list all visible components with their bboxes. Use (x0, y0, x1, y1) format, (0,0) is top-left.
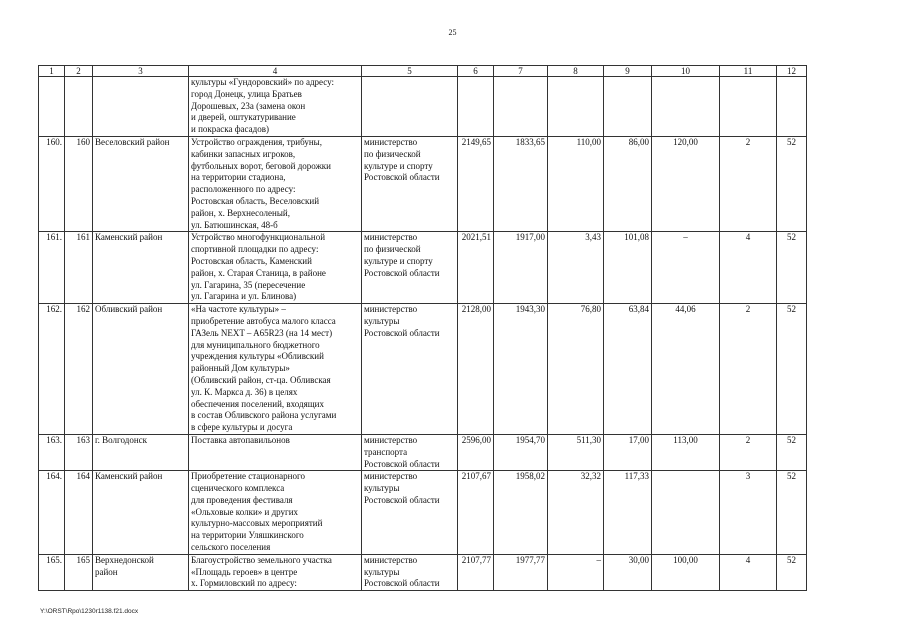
page-number: 25 (448, 28, 457, 37)
table-cell: 160. (39, 136, 65, 231)
table-cell: Поставка автопавильонов (189, 434, 362, 470)
table-row (39, 554, 807, 590)
table-cell: 52 (777, 434, 807, 470)
table-cell (93, 77, 189, 137)
column-header: 5 (362, 66, 458, 77)
table-cell: 165 (65, 554, 93, 590)
table-cell: Приобретение стационарного сценического комплекса для проведения фестиваля «Ольховые колки» и других культурно-массовых мероприятий на территории Уляшкинского сельского поселения (189, 471, 362, 555)
column-header: 4 (189, 66, 362, 77)
table-cell (65, 77, 93, 137)
table-cell: 3 (720, 471, 777, 555)
table-cell: 163. (39, 434, 65, 470)
table-cell: г. Волгодонск (93, 434, 189, 470)
header-row (39, 66, 807, 77)
column-header: 8 (548, 66, 604, 77)
table-cell: министерство транспорта Ростовской области (362, 434, 458, 470)
table-cell: 76,80 (548, 304, 604, 435)
table-cell: 110,00 (548, 136, 604, 231)
table-cell: 2 (720, 136, 777, 231)
continuation-row (39, 77, 807, 137)
table-cell (458, 77, 494, 137)
table-cell (652, 471, 720, 555)
document-table (38, 65, 807, 591)
table-cell (39, 77, 65, 137)
column-header: 2 (65, 66, 93, 77)
table-cell: министерство по физической культуре и спорту Ростовской области (362, 136, 458, 231)
table-cell: Каменский район (93, 232, 189, 304)
table-cell: 161. (39, 232, 65, 304)
table-cell (720, 77, 777, 137)
table-cell: 164. (39, 471, 65, 555)
table-cell: 160 (65, 136, 93, 231)
table-cell (604, 77, 652, 137)
column-header: 7 (494, 66, 548, 77)
file-path-footer: Y:\ORST\Rpo\1230r1138.f21.docx (40, 608, 139, 615)
table-cell: Устройство многофункциональной спортивной площадки по адресу: Ростовская область, Каменский район, х. Старая Станица, в районе ул. Гагарина, 35 (пересечение ул. Гагарина и ул. Блинова) (189, 232, 362, 304)
table-cell: 2596,00 (458, 434, 494, 470)
table-cell: культуры «Гундоровский» по адресу: город Донецк, улица Братьев Дорошевых, 23а (замена окон и дверей, оштукатуривание и покраска фасадов) (189, 77, 362, 137)
table-cell: 2128,00 (458, 304, 494, 435)
table-cell: министерство культуры Ростовской области (362, 471, 458, 555)
table-cell: 100,00 (652, 554, 720, 590)
table-cell: 63,84 (604, 304, 652, 435)
table-cell: 164 (65, 471, 93, 555)
table-cell: 1943,30 (494, 304, 548, 435)
table-cell: 2107,77 (458, 554, 494, 590)
table-cell: 32,32 (548, 471, 604, 555)
table-cell: 162. (39, 304, 65, 435)
table-cell: 86,00 (604, 136, 652, 231)
table-cell: 52 (777, 232, 807, 304)
table-row (39, 304, 807, 435)
table-cell: 511,30 (548, 434, 604, 470)
table-cell (777, 77, 807, 137)
table-cell: 1977,77 (494, 554, 548, 590)
table-cell: 165. (39, 554, 65, 590)
table-row (39, 434, 807, 470)
table-cell: 2107,67 (458, 471, 494, 555)
table-cell: Верхнедонской район (93, 554, 189, 590)
table-cell: 44,06 (652, 304, 720, 435)
table-cell: 2021,51 (458, 232, 494, 304)
table-cell: 1958,02 (494, 471, 548, 555)
table-cell: 101,08 (604, 232, 652, 304)
table-cell: – (652, 232, 720, 304)
table-cell: 113,00 (652, 434, 720, 470)
column-header: 10 (652, 66, 720, 77)
table-cell: министерство культуры Ростовской области (362, 304, 458, 435)
table-cell: 120,00 (652, 136, 720, 231)
table-cell: Каменский район (93, 471, 189, 555)
table-cell: 161 (65, 232, 93, 304)
table-cell: министерство по физической культуре и спорту Ростовской области (362, 232, 458, 304)
table-cell: «На частоте культуры» – приобретение автобуса малого класса ГАЗель NEXT – A65R23 (на 14 мест) для муниципального бюджетного учреждения культуры «Обливский районный Дом культуры» (Обливский район, ст-ца. Обливская ул. К. Маркса д. 36) в целях обеспечения поселений, входящих в состав Обливского района услугами в сфере культуры и досуга (189, 304, 362, 435)
table-cell: 30,00 (604, 554, 652, 590)
column-header: 9 (604, 66, 652, 77)
table-cell: 3,43 (548, 232, 604, 304)
table-cell: Благоустройство земельного участка «Площадь героев» в центре х. Гормиловский по адресу: (189, 554, 362, 590)
table-cell: 2149,65 (458, 136, 494, 231)
table-cell: 2 (720, 304, 777, 435)
table-cell: 52 (777, 136, 807, 231)
table-cell: 117,33 (604, 471, 652, 555)
table-cell: 1954,70 (494, 434, 548, 470)
table-cell (652, 77, 720, 137)
table-cell: Устройство ограждения, трибуны, кабинки запасных игроков, футбольных ворот, беговой дорожки на территории стадиона, расположенного по адресу: Ростовская область, Веселовский район, х. Верхнесоленый, ул. Батюшинская, 48-б (189, 136, 362, 231)
table-cell: 17,00 (604, 434, 652, 470)
table-cell: – (548, 554, 604, 590)
table-cell: 4 (720, 232, 777, 304)
table-cell: Обливский район (93, 304, 189, 435)
column-header: 3 (93, 66, 189, 77)
table-cell: 52 (777, 554, 807, 590)
table-cell: 162 (65, 304, 93, 435)
table-cell: 1917,00 (494, 232, 548, 304)
table-row (39, 232, 807, 304)
column-header: 11 (720, 66, 777, 77)
table-cell: 52 (777, 304, 807, 435)
table-cell: 163 (65, 434, 93, 470)
table-cell: министерство культуры Ростовской области (362, 554, 458, 590)
table-cell: 2 (720, 434, 777, 470)
table-row (39, 471, 807, 555)
table-row (39, 136, 807, 231)
table-cell (548, 77, 604, 137)
table-cell: 1833,65 (494, 136, 548, 231)
table-cell: Веселовский район (93, 136, 189, 231)
column-header: 6 (458, 66, 494, 77)
table-cell (494, 77, 548, 137)
column-header: 1 (39, 66, 65, 77)
table-cell: 52 (777, 471, 807, 555)
table-cell (362, 77, 458, 137)
column-header: 12 (777, 66, 807, 77)
table-cell: 4 (720, 554, 777, 590)
